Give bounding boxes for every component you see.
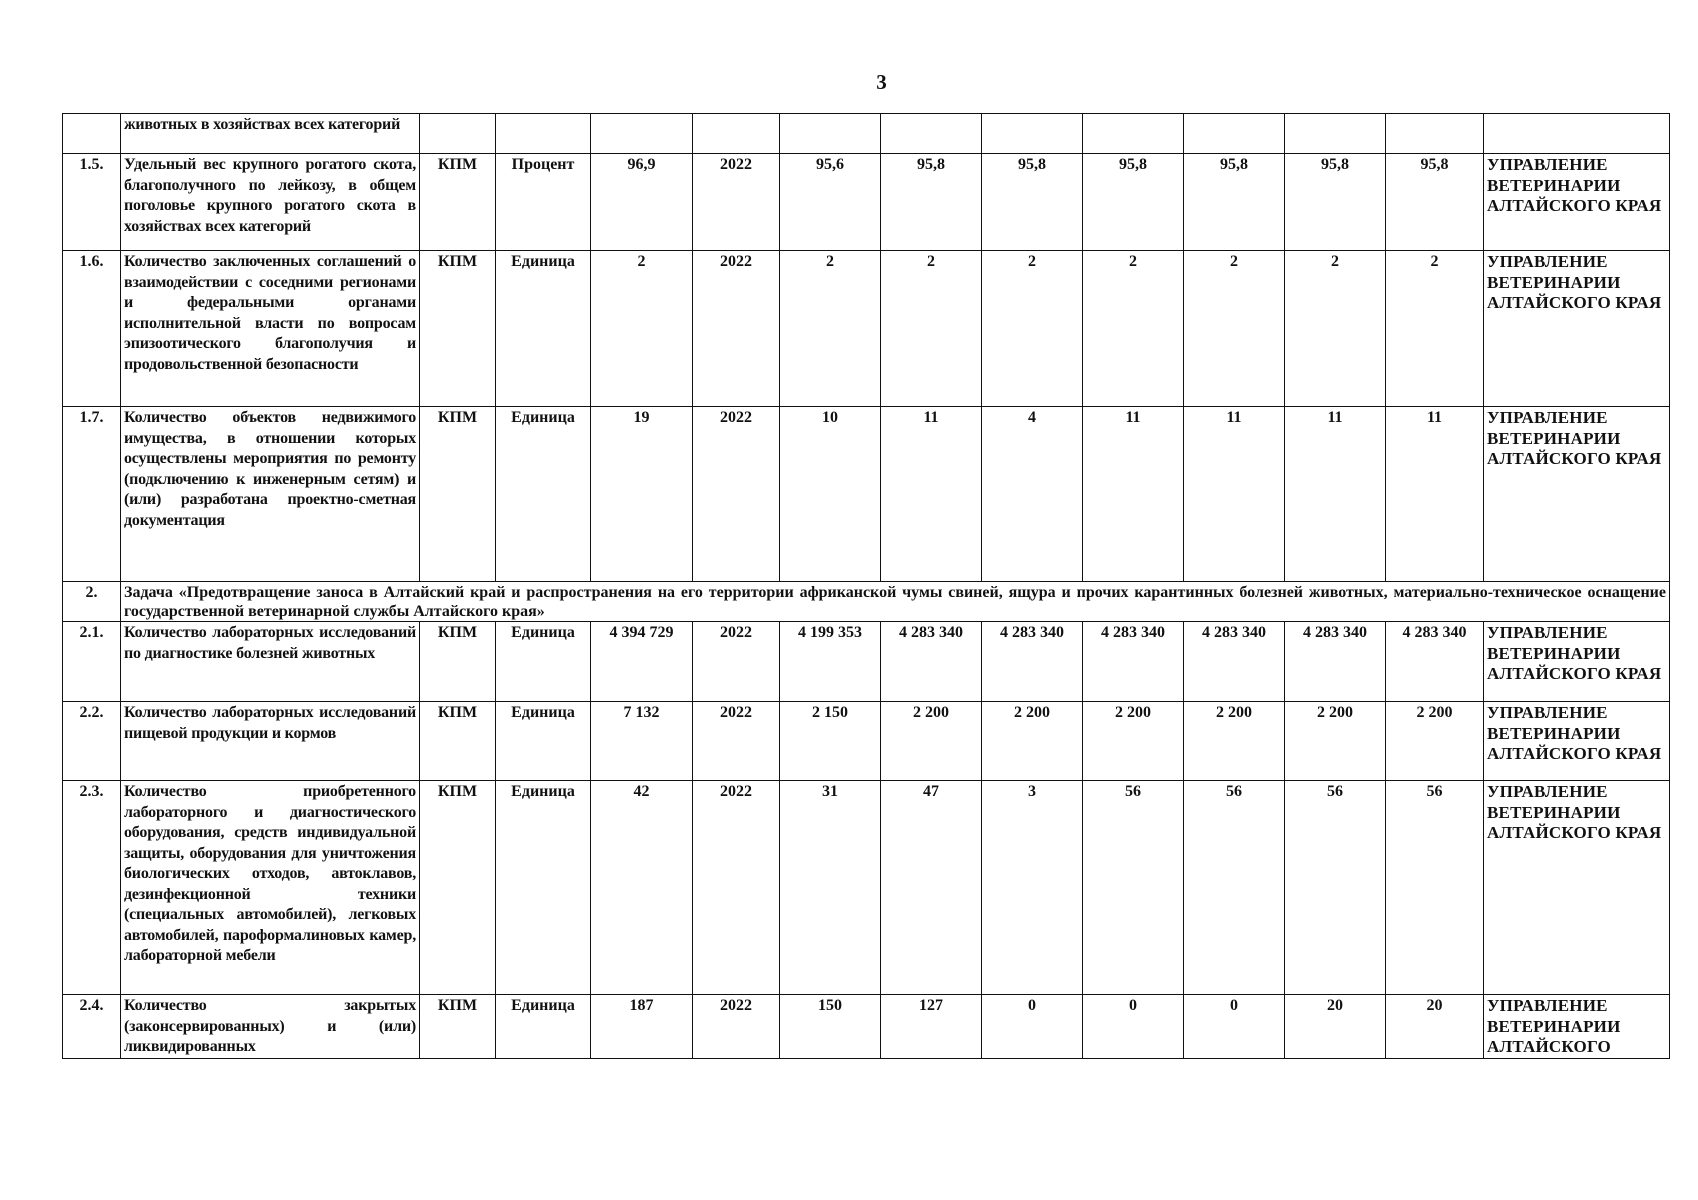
indicator-type: КПМ — [420, 251, 496, 407]
indicator-type: КПМ — [420, 995, 496, 1059]
value-cell: 4 283 340 — [1083, 622, 1184, 702]
value-cell: 95,6 — [780, 154, 881, 251]
unit-cell: Единица — [496, 622, 591, 702]
table-row — [63, 407, 1670, 582]
indicator-name: Количество лабораторных исследований пищевой продукции и кормов — [121, 702, 420, 781]
task-number: 2. — [63, 582, 121, 622]
value-cell: 56 — [1285, 781, 1386, 995]
indicator-name: Удельный вес крупного рогатого скота, благополучного по лейкозу, в общем поголовье крупного рогатого скота в хозяйствах всех категорий — [121, 154, 420, 251]
value-cell: 47 — [881, 781, 982, 995]
table-row — [63, 622, 1670, 702]
unit-cell: Единица — [496, 407, 591, 582]
value-cell: 56 — [1184, 781, 1285, 995]
value-cell: 2 200 — [982, 702, 1083, 781]
row-number: 1.6. — [63, 251, 121, 407]
value-cell: 95,8 — [1285, 154, 1386, 251]
value-cell: 2 200 — [1083, 702, 1184, 781]
task-text: Задача «Предотвращение заноса в Алтайский край и распространения на его территории африканской чумы свиней, ящура и прочих карантинных болезней животных, материально-техническое оснащение государственной ветеринарной службы Алтайского края» — [121, 582, 1670, 622]
responsible-cell — [1484, 114, 1670, 154]
value-cell: 95,8 — [881, 154, 982, 251]
value-cell: 0 — [1083, 995, 1184, 1059]
value-cell: 2 200 — [881, 702, 982, 781]
base-value: 187 — [591, 995, 693, 1059]
indicator-type: КПМ — [420, 154, 496, 251]
row-number: 1.5. — [63, 154, 121, 251]
row-number: 2.4. — [63, 995, 121, 1059]
base-value — [591, 114, 693, 154]
value-cell: 2 — [780, 251, 881, 407]
indicator-type: КПМ — [420, 781, 496, 995]
value-cell — [881, 114, 982, 154]
task-row — [63, 582, 1670, 622]
responsible-cell: УПРАВЛЕНИЕ ВЕТЕРИНАРИИ АЛТАЙСКОГО КРАЯ — [1484, 154, 1670, 251]
value-cell: 4 199 353 — [780, 622, 881, 702]
table-row — [63, 251, 1670, 407]
value-cell: 20 — [1386, 995, 1484, 1059]
value-cell: 2 200 — [1184, 702, 1285, 781]
base-year: 2022 — [693, 995, 780, 1059]
value-cell: 56 — [1386, 781, 1484, 995]
row-number: 2.1. — [63, 622, 121, 702]
base-year: 2022 — [693, 154, 780, 251]
value-cell: 11 — [1386, 407, 1484, 582]
value-cell: 2 — [881, 251, 982, 407]
value-cell: 0 — [1184, 995, 1285, 1059]
indicators-table — [62, 113, 1670, 1059]
responsible-cell: УПРАВЛЕНИЕ ВЕТЕРИНАРИИ АЛТАЙСКОГО КРАЯ — [1484, 622, 1670, 702]
value-cell: 4 283 340 — [1386, 622, 1484, 702]
indicator-type: КПМ — [420, 622, 496, 702]
table-row — [63, 702, 1670, 781]
base-value: 42 — [591, 781, 693, 995]
unit-cell: Процент — [496, 154, 591, 251]
value-cell: 2 150 — [780, 702, 881, 781]
indicator-name: животных в хозяйствах всех категорий — [121, 114, 420, 154]
base-year: 2022 — [693, 407, 780, 582]
base-value: 19 — [591, 407, 693, 582]
value-cell: 0 — [982, 995, 1083, 1059]
unit-cell: Единица — [496, 702, 591, 781]
indicator-type — [420, 114, 496, 154]
value-cell: 11 — [1285, 407, 1386, 582]
value-cell: 20 — [1285, 995, 1386, 1059]
responsible-cell: УПРАВЛЕНИЕ ВЕТЕРИНАРИИ АЛТАЙСКОГО КРАЯ — [1484, 251, 1670, 407]
indicator-name: Количество приобретенного лабораторного и диагностического оборудования, средств индивидуальной защиты, оборудования для уничтожения биологических отходов, автоклавов, дезинфекционной техники (специальных автомобилей), легковых автомобилей, пароформалиновых камер, лабораторной мебели — [121, 781, 420, 995]
indicator-name: Количество закрытых (законсервированных) и (или) ликвидированных — [121, 995, 420, 1059]
row-number: 1.7. — [63, 407, 121, 582]
value-cell: 56 — [1083, 781, 1184, 995]
row-number — [63, 114, 121, 154]
table-row — [63, 114, 1670, 154]
value-cell: 3 — [982, 781, 1083, 995]
value-cell: 11 — [1184, 407, 1285, 582]
value-cell: 150 — [780, 995, 881, 1059]
unit-cell: Единица — [496, 781, 591, 995]
value-cell: 4 — [982, 407, 1083, 582]
table-row — [63, 154, 1670, 251]
base-year: 2022 — [693, 251, 780, 407]
indicator-name: Количество объектов недвижимого имущества, в отношении которых осуществлены мероприятия по ремонту (подключению к инженерным сетям) и (или) разработана проектно-сметная документация — [121, 407, 420, 582]
value-cell: 2 — [982, 251, 1083, 407]
base-year: 2022 — [693, 622, 780, 702]
unit-cell — [496, 114, 591, 154]
responsible-cell: УПРАВЛЕНИЕ ВЕТЕРИНАРИИ АЛТАЙСКОГО КРАЯ — [1484, 781, 1670, 995]
row-number: 2.2. — [63, 702, 121, 781]
value-cell: 10 — [780, 407, 881, 582]
value-cell: 4 283 340 — [982, 622, 1083, 702]
base-year — [693, 114, 780, 154]
value-cell — [780, 114, 881, 154]
page-number: 3 — [876, 70, 887, 94]
indicator-type: КПМ — [420, 702, 496, 781]
value-cell: 2 200 — [1386, 702, 1484, 781]
value-cell: 95,8 — [1386, 154, 1484, 251]
responsible-cell: УПРАВЛЕНИЕ ВЕТЕРИНАРИИ АЛТАЙСКОГО КРАЯ — [1484, 407, 1670, 582]
value-cell — [982, 114, 1083, 154]
value-cell: 2 — [1083, 251, 1184, 407]
value-cell — [1285, 114, 1386, 154]
base-value: 4 394 729 — [591, 622, 693, 702]
unit-cell: Единица — [496, 995, 591, 1059]
value-cell: 95,8 — [1184, 154, 1285, 251]
value-cell — [1083, 114, 1184, 154]
indicator-type: КПМ — [420, 407, 496, 582]
value-cell: 11 — [881, 407, 982, 582]
value-cell: 31 — [780, 781, 881, 995]
value-cell — [1386, 114, 1484, 154]
base-value: 2 — [591, 251, 693, 407]
responsible-cell: УПРАВЛЕНИЕ ВЕТЕРИНАРИИ АЛТАЙСКОГО — [1484, 995, 1670, 1059]
responsible-cell: УПРАВЛЕНИЕ ВЕТЕРИНАРИИ АЛТАЙСКОГО КРАЯ — [1484, 702, 1670, 781]
base-value: 96,9 — [591, 154, 693, 251]
row-number: 2.3. — [63, 781, 121, 995]
indicator-name: Количество заключенных соглашений о взаимодействии с соседними регионами и федеральными органами исполнительной власти по вопросам эпизоотического благополучия и продовольственной безопасности — [121, 251, 420, 407]
unit-cell: Единица — [496, 251, 591, 407]
value-cell: 127 — [881, 995, 982, 1059]
value-cell: 95,8 — [982, 154, 1083, 251]
indicator-name: Количество лабораторных исследований по диагностике болезней животных — [121, 622, 420, 702]
value-cell: 11 — [1083, 407, 1184, 582]
base-year: 2022 — [693, 781, 780, 995]
table-row — [63, 781, 1670, 995]
value-cell: 2 — [1184, 251, 1285, 407]
value-cell: 2 — [1285, 251, 1386, 407]
value-cell: 4 283 340 — [881, 622, 982, 702]
value-cell: 95,8 — [1083, 154, 1184, 251]
value-cell: 2 — [1386, 251, 1484, 407]
value-cell: 4 283 340 — [1285, 622, 1386, 702]
value-cell — [1184, 114, 1285, 154]
base-value: 7 132 — [591, 702, 693, 781]
value-cell: 2 200 — [1285, 702, 1386, 781]
value-cell: 4 283 340 — [1184, 622, 1285, 702]
table-row — [63, 995, 1670, 1059]
base-year: 2022 — [693, 702, 780, 781]
